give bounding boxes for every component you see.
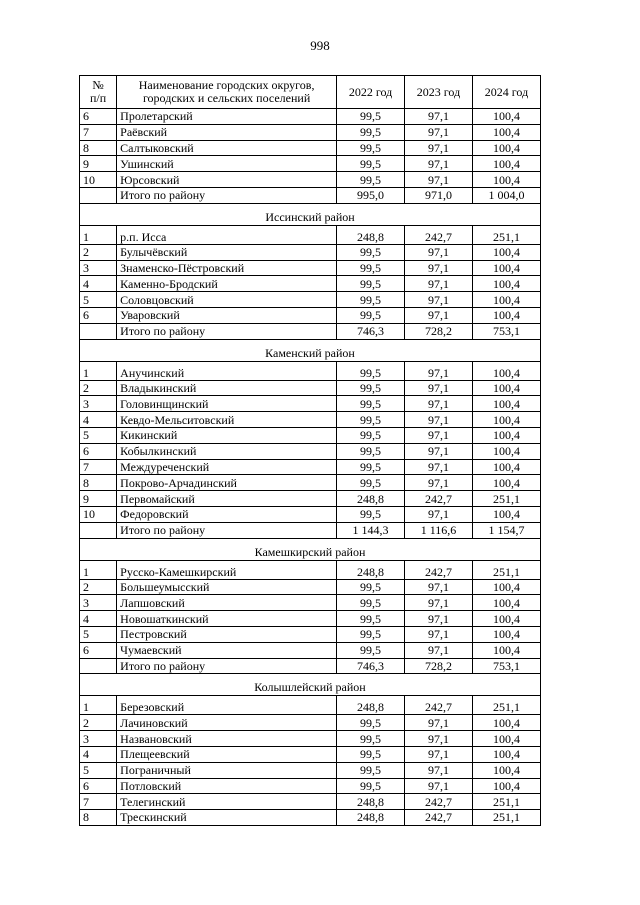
value-2023: 1 116,6 xyxy=(405,522,473,538)
value-2023: 97,1 xyxy=(405,396,473,412)
settlement-name: Междуреченский xyxy=(117,459,337,475)
value-2024: 100,4 xyxy=(472,260,540,276)
value-2022: 99,5 xyxy=(337,380,405,396)
table-row xyxy=(80,225,541,244)
row-number: 4 xyxy=(80,412,117,428)
section-header-row xyxy=(80,339,541,361)
settlement-name: Кевдо-Мельситовский xyxy=(117,412,337,428)
row-number: 9 xyxy=(80,156,117,172)
value-2022: 99,5 xyxy=(337,172,405,188)
row-number xyxy=(80,522,117,538)
table-body xyxy=(80,109,541,826)
value-2023: 97,1 xyxy=(405,124,473,140)
value-2023: 97,1 xyxy=(405,731,473,747)
table-row xyxy=(80,658,541,674)
value-2023: 242,7 xyxy=(405,225,473,244)
row-number: 7 xyxy=(80,794,117,810)
table-row xyxy=(80,746,541,762)
settlement-name: Итого по району xyxy=(117,323,337,339)
value-2022: 99,5 xyxy=(337,292,405,308)
table-row xyxy=(80,626,541,642)
settlement-name: Анучинский xyxy=(117,361,337,380)
table-row xyxy=(80,140,541,156)
header-2024: 2024 год xyxy=(472,76,540,109)
table-row xyxy=(80,506,541,522)
value-2022: 99,5 xyxy=(337,626,405,642)
value-2022: 99,5 xyxy=(337,443,405,459)
table-row xyxy=(80,794,541,810)
table-row xyxy=(80,396,541,412)
value-2024: 100,4 xyxy=(472,244,540,260)
value-2022: 248,8 xyxy=(337,810,405,826)
table-row xyxy=(80,276,541,292)
value-2023: 97,1 xyxy=(405,292,473,308)
value-2023: 242,7 xyxy=(405,810,473,826)
value-2023: 242,7 xyxy=(405,696,473,715)
row-number: 6 xyxy=(80,778,117,794)
settlement-name: Булычёвский xyxy=(117,244,337,260)
row-number: 4 xyxy=(80,746,117,762)
settlement-name: Итого по району xyxy=(117,522,337,538)
row-number: 5 xyxy=(80,427,117,443)
table-row xyxy=(80,491,541,507)
value-2023: 97,1 xyxy=(405,276,473,292)
table-row xyxy=(80,778,541,794)
settlement-name: Трескинский xyxy=(117,810,337,826)
value-2024: 100,4 xyxy=(472,427,540,443)
value-2024: 100,4 xyxy=(472,412,540,428)
value-2024: 100,4 xyxy=(472,506,540,522)
header-2023: 2023 год xyxy=(405,76,473,109)
value-2023: 242,7 xyxy=(405,794,473,810)
value-2023: 97,1 xyxy=(405,642,473,658)
value-2023: 97,1 xyxy=(405,475,473,491)
table-row xyxy=(80,459,541,475)
settlement-name: Березовский xyxy=(117,696,337,715)
row-number: 7 xyxy=(80,459,117,475)
row-number: 6 xyxy=(80,109,117,125)
row-number: 1 xyxy=(80,696,117,715)
value-2023: 97,1 xyxy=(405,260,473,276)
value-2022: 99,5 xyxy=(337,579,405,595)
value-2023: 971,0 xyxy=(405,187,473,203)
settlement-name: Кикинский xyxy=(117,427,337,443)
settlement-name: Лапшовский xyxy=(117,595,337,611)
table-row xyxy=(80,156,541,172)
row-number: 9 xyxy=(80,491,117,507)
value-2022: 99,5 xyxy=(337,361,405,380)
value-2024: 100,4 xyxy=(472,109,540,125)
value-2023: 97,1 xyxy=(405,412,473,428)
value-2024: 100,4 xyxy=(472,172,540,188)
settlement-name: Соловцовский xyxy=(117,292,337,308)
row-number: 10 xyxy=(80,172,117,188)
value-2024: 100,4 xyxy=(472,307,540,323)
section-header-row xyxy=(80,538,541,560)
value-2022: 995,0 xyxy=(337,187,405,203)
row-number: 5 xyxy=(80,292,117,308)
value-2022: 99,5 xyxy=(337,427,405,443)
settlement-name: Потловский xyxy=(117,778,337,794)
value-2024: 100,4 xyxy=(472,124,540,140)
value-2024: 100,4 xyxy=(472,140,540,156)
settlement-name: Новошаткинский xyxy=(117,611,337,627)
value-2022: 99,5 xyxy=(337,156,405,172)
value-2022: 1 144,3 xyxy=(337,522,405,538)
section-title: Камешкирский район xyxy=(80,538,541,560)
value-2023: 97,1 xyxy=(405,307,473,323)
settlement-name: Пролетарский xyxy=(117,109,337,125)
value-2022: 99,5 xyxy=(337,762,405,778)
value-2022: 99,5 xyxy=(337,642,405,658)
value-2022: 99,5 xyxy=(337,412,405,428)
settlement-name: р.п. Исса xyxy=(117,225,337,244)
section-title: Каменский район xyxy=(80,339,541,361)
table-row xyxy=(80,412,541,428)
value-2024: 100,4 xyxy=(472,396,540,412)
settlement-name: Плещеевский xyxy=(117,746,337,762)
value-2022: 99,5 xyxy=(337,307,405,323)
header-row xyxy=(80,76,541,109)
table-row xyxy=(80,361,541,380)
table-header xyxy=(80,76,541,109)
value-2022: 746,3 xyxy=(337,658,405,674)
header-2022: 2022 год xyxy=(337,76,405,109)
settlement-name: Пограничный xyxy=(117,762,337,778)
table-row xyxy=(80,560,541,579)
row-number: 2 xyxy=(80,715,117,731)
value-2022: 99,5 xyxy=(337,124,405,140)
row-number: 6 xyxy=(80,642,117,658)
value-2022: 99,5 xyxy=(337,715,405,731)
value-2024: 100,4 xyxy=(472,443,540,459)
settlement-name: Кобылкинский xyxy=(117,443,337,459)
value-2024: 100,4 xyxy=(472,611,540,627)
table-row xyxy=(80,443,541,459)
value-2023: 97,1 xyxy=(405,762,473,778)
table-row xyxy=(80,187,541,203)
table-row xyxy=(80,579,541,595)
value-2022: 99,5 xyxy=(337,140,405,156)
settlement-name: Телегинский xyxy=(117,794,337,810)
row-number: 8 xyxy=(80,810,117,826)
table-row xyxy=(80,307,541,323)
settlement-name: Раёвский xyxy=(117,124,337,140)
value-2024: 251,1 xyxy=(472,491,540,507)
value-2022: 99,5 xyxy=(337,109,405,125)
value-2022: 99,5 xyxy=(337,778,405,794)
value-2023: 97,1 xyxy=(405,595,473,611)
settlement-name: Большеумысский xyxy=(117,579,337,595)
value-2022: 746,3 xyxy=(337,323,405,339)
value-2022: 99,5 xyxy=(337,396,405,412)
settlement-name: Ушинский xyxy=(117,156,337,172)
table-row xyxy=(80,292,541,308)
table-row xyxy=(80,611,541,627)
table-row xyxy=(80,172,541,188)
settlement-name: Салтыковский xyxy=(117,140,337,156)
value-2024: 100,4 xyxy=(472,380,540,396)
row-number: 3 xyxy=(80,595,117,611)
row-number: 7 xyxy=(80,124,117,140)
page-number: 998 xyxy=(310,38,330,53)
section-title: Колышлейский район xyxy=(80,674,541,696)
value-2023: 97,1 xyxy=(405,156,473,172)
row-number: 1 xyxy=(80,361,117,380)
row-number: 2 xyxy=(80,244,117,260)
value-2023: 97,1 xyxy=(405,172,473,188)
value-2024: 100,4 xyxy=(472,746,540,762)
row-number: 4 xyxy=(80,276,117,292)
value-2023: 97,1 xyxy=(405,443,473,459)
value-2023: 242,7 xyxy=(405,560,473,579)
settlement-name: Покрово-Арчадинский xyxy=(117,475,337,491)
table-row xyxy=(80,475,541,491)
table-row xyxy=(80,810,541,826)
row-number: 3 xyxy=(80,731,117,747)
value-2024: 100,4 xyxy=(472,762,540,778)
table-row xyxy=(80,260,541,276)
value-2024: 753,1 xyxy=(472,658,540,674)
row-number xyxy=(80,187,117,203)
row-number: 1 xyxy=(80,560,117,579)
value-2024: 100,4 xyxy=(472,361,540,380)
table-row xyxy=(80,323,541,339)
value-2024: 251,1 xyxy=(472,794,540,810)
value-2024: 100,4 xyxy=(472,642,540,658)
settlement-name: Федоровский xyxy=(117,506,337,522)
row-number: 1 xyxy=(80,225,117,244)
settlement-name: Юрсовский xyxy=(117,172,337,188)
value-2023: 97,1 xyxy=(405,778,473,794)
header-name: Наименование городских округов, городских и сельских поселений xyxy=(117,76,337,109)
settlement-name: Знаменско-Пёстровский xyxy=(117,260,337,276)
value-2023: 728,2 xyxy=(405,323,473,339)
value-2022: 99,5 xyxy=(337,244,405,260)
value-2022: 248,8 xyxy=(337,491,405,507)
value-2023: 97,1 xyxy=(405,579,473,595)
settlement-name: Каменно-Бродский xyxy=(117,276,337,292)
settlement-name: Русско-Камешкирский xyxy=(117,560,337,579)
table-row xyxy=(80,696,541,715)
settlement-name: Лачиновский xyxy=(117,715,337,731)
value-2023: 97,1 xyxy=(405,746,473,762)
row-number: 3 xyxy=(80,260,117,276)
row-number: 8 xyxy=(80,140,117,156)
value-2023: 97,1 xyxy=(405,459,473,475)
value-2023: 97,1 xyxy=(405,244,473,260)
header-num: № п/п xyxy=(80,76,117,109)
value-2022: 99,5 xyxy=(337,260,405,276)
section-header-row xyxy=(80,203,541,225)
value-2023: 97,1 xyxy=(405,506,473,522)
value-2022: 248,8 xyxy=(337,560,405,579)
settlement-name: Владыкинский xyxy=(117,380,337,396)
value-2024: 251,1 xyxy=(472,696,540,715)
row-number: 6 xyxy=(80,307,117,323)
row-number: 2 xyxy=(80,579,117,595)
value-2024: 100,4 xyxy=(472,715,540,731)
value-2022: 99,5 xyxy=(337,276,405,292)
value-2023: 97,1 xyxy=(405,140,473,156)
value-2022: 99,5 xyxy=(337,611,405,627)
table-row xyxy=(80,124,541,140)
row-number: 5 xyxy=(80,626,117,642)
value-2023: 97,1 xyxy=(405,109,473,125)
row-number: 6 xyxy=(80,443,117,459)
value-2022: 99,5 xyxy=(337,475,405,491)
row-number: 10 xyxy=(80,506,117,522)
value-2022: 248,8 xyxy=(337,696,405,715)
budget-table xyxy=(79,75,541,826)
settlement-name: Названовский xyxy=(117,731,337,747)
value-2024: 100,4 xyxy=(472,731,540,747)
settlement-name: Итого по району xyxy=(117,658,337,674)
value-2022: 248,8 xyxy=(337,794,405,810)
value-2022: 99,5 xyxy=(337,459,405,475)
row-number: 3 xyxy=(80,396,117,412)
value-2024: 100,4 xyxy=(472,292,540,308)
value-2024: 251,1 xyxy=(472,225,540,244)
value-2024: 1 154,7 xyxy=(472,522,540,538)
row-number: 8 xyxy=(80,475,117,491)
value-2022: 99,5 xyxy=(337,746,405,762)
value-2024: 1 004,0 xyxy=(472,187,540,203)
table-row xyxy=(80,427,541,443)
value-2023: 97,1 xyxy=(405,427,473,443)
value-2024: 753,1 xyxy=(472,323,540,339)
value-2024: 100,4 xyxy=(472,595,540,611)
table-row xyxy=(80,642,541,658)
value-2024: 100,4 xyxy=(472,579,540,595)
section-title: Иссинский район xyxy=(80,203,541,225)
value-2023: 242,7 xyxy=(405,491,473,507)
row-number xyxy=(80,658,117,674)
row-number: 4 xyxy=(80,611,117,627)
settlement-name: Пестровский xyxy=(117,626,337,642)
table-row xyxy=(80,762,541,778)
value-2024: 100,4 xyxy=(472,475,540,491)
value-2022: 99,5 xyxy=(337,595,405,611)
value-2022: 99,5 xyxy=(337,506,405,522)
value-2024: 251,1 xyxy=(472,560,540,579)
value-2023: 97,1 xyxy=(405,715,473,731)
value-2023: 97,1 xyxy=(405,380,473,396)
row-number: 5 xyxy=(80,762,117,778)
table-row xyxy=(80,715,541,731)
settlement-name: Чумаевский xyxy=(117,642,337,658)
row-number: 2 xyxy=(80,380,117,396)
settlement-name: Головинщинский xyxy=(117,396,337,412)
value-2024: 100,4 xyxy=(472,778,540,794)
value-2022: 248,8 xyxy=(337,225,405,244)
row-number xyxy=(80,323,117,339)
settlement-name: Первомайский xyxy=(117,491,337,507)
value-2024: 251,1 xyxy=(472,810,540,826)
value-2024: 100,4 xyxy=(472,459,540,475)
table-row xyxy=(80,380,541,396)
table-row xyxy=(80,244,541,260)
value-2023: 97,1 xyxy=(405,626,473,642)
table-row xyxy=(80,109,541,125)
table-row xyxy=(80,522,541,538)
value-2022: 99,5 xyxy=(337,731,405,747)
value-2023: 728,2 xyxy=(405,658,473,674)
value-2024: 100,4 xyxy=(472,156,540,172)
settlement-name: Итого по району xyxy=(117,187,337,203)
table-row xyxy=(80,731,541,747)
value-2024: 100,4 xyxy=(472,276,540,292)
section-header-row xyxy=(80,674,541,696)
value-2024: 100,4 xyxy=(472,626,540,642)
settlement-name: Уваровский xyxy=(117,307,337,323)
value-2023: 97,1 xyxy=(405,611,473,627)
table-row xyxy=(80,595,541,611)
value-2023: 97,1 xyxy=(405,361,473,380)
